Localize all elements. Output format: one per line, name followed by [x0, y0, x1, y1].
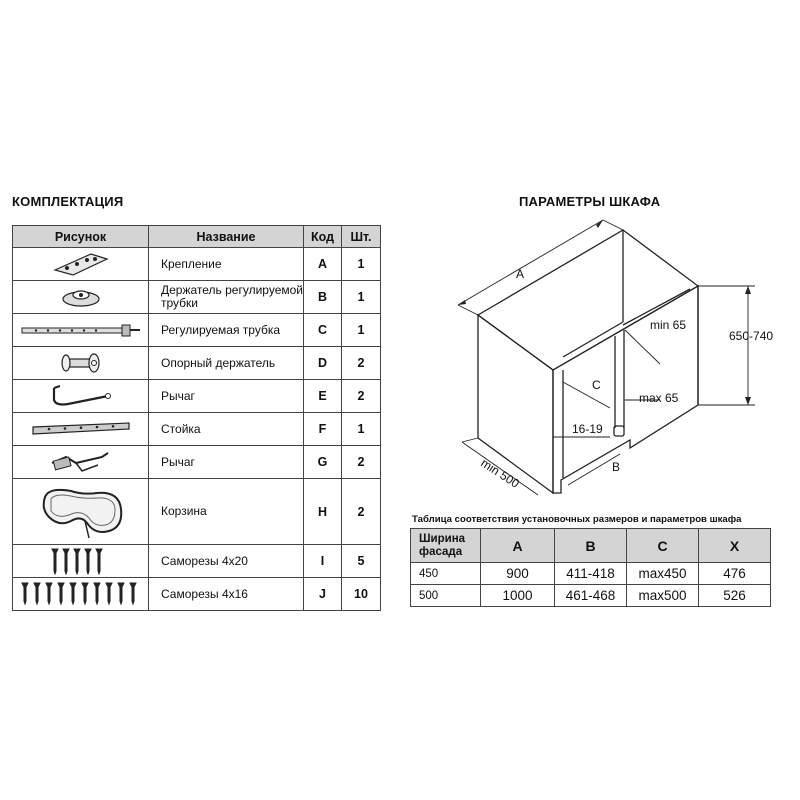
part-code: H: [304, 479, 342, 545]
support-holder-icon: [56, 350, 106, 376]
cell-b: 461-468: [555, 585, 627, 607]
size-table-header: [411, 529, 771, 563]
dim-height-label: 650-740: [729, 329, 774, 343]
cell-a: 1000: [481, 585, 555, 607]
part-qty: 5: [342, 545, 381, 578]
header-picture: Рисунок: [13, 226, 149, 248]
dim-max65-label: max 65: [639, 391, 679, 405]
size-table: [410, 528, 771, 607]
cell-b: 411-418: [555, 563, 627, 585]
part-name: Рычаг: [149, 380, 304, 413]
dim-b-label: B: [612, 460, 621, 474]
part-qty: 2: [342, 479, 381, 545]
part-name: Опорный держатель: [149, 347, 304, 380]
table-row: [13, 248, 381, 281]
dim-c-label: C: [592, 378, 601, 392]
mounting-plate-icon: [51, 250, 111, 278]
part-name: Саморезы 4х16: [149, 578, 304, 611]
screws-4x16-icon: [18, 581, 144, 607]
part-name: Крепление: [149, 248, 304, 281]
dim-gap-label: 16-19: [572, 422, 603, 436]
table-row: [13, 479, 381, 545]
part-qty: 2: [342, 380, 381, 413]
part-qty: 10: [342, 578, 381, 611]
header-c: C: [627, 529, 699, 563]
size-table-caption: Таблица соответствия установочных размеров и параметров шкафа: [412, 514, 742, 525]
cell-a: 900: [481, 563, 555, 585]
table-row: [13, 281, 381, 314]
part-name: Держатель регулируемой трубки: [149, 281, 304, 314]
part-code: D: [304, 347, 342, 380]
part-qty: 2: [342, 446, 381, 479]
part-code: C: [304, 314, 342, 347]
cell-facade-width: 450: [411, 563, 481, 585]
part-name: Корзина: [149, 479, 304, 545]
cabinet-section-title: ПАРАМЕТРЫ ШКАФА: [519, 194, 661, 209]
cabinet-diagram: [410, 205, 780, 505]
part-code: E: [304, 380, 342, 413]
part-code: F: [304, 413, 342, 446]
header-a: A: [481, 529, 555, 563]
part-qty: 2: [342, 347, 381, 380]
part-code: G: [304, 446, 342, 479]
table-row: [13, 446, 381, 479]
cell-x: 526: [699, 585, 771, 607]
lever-icon: [46, 382, 116, 410]
dim-min65-label: min 65: [650, 318, 687, 332]
table-row: [411, 563, 771, 585]
table-row: [411, 585, 771, 607]
cell-x: 476: [699, 563, 771, 585]
adjustable-tube-icon: [18, 320, 144, 340]
table-row: [13, 314, 381, 347]
part-code: B: [304, 281, 342, 314]
lever-g-icon: [46, 449, 116, 475]
rack-icon: [29, 419, 133, 439]
basket-icon: [35, 483, 127, 541]
header-name: Название: [149, 226, 304, 248]
table-row: [13, 347, 381, 380]
part-qty: 1: [342, 281, 381, 314]
header-x: X: [699, 529, 771, 563]
part-code: J: [304, 578, 342, 611]
kit-section-title: КОМПЛЕКТАЦИЯ: [12, 194, 124, 209]
dim-a-label: A: [516, 267, 525, 281]
parts-table-header: [13, 226, 381, 248]
part-name: Саморезы 4х20: [149, 545, 304, 578]
dim-depth-label: min 500: [478, 455, 522, 491]
table-row: [13, 578, 381, 611]
part-code: I: [304, 545, 342, 578]
part-qty: 1: [342, 413, 381, 446]
table-row: [13, 413, 381, 446]
tube-holder-icon: [56, 283, 106, 311]
parts-table: [12, 225, 381, 611]
cell-facade-width: 500: [411, 585, 481, 607]
part-name: Стойка: [149, 413, 304, 446]
part-qty: 1: [342, 314, 381, 347]
cell-c: max500: [627, 585, 699, 607]
screws-4x20-icon: [46, 547, 116, 575]
cell-c: max450: [627, 563, 699, 585]
part-code: A: [304, 248, 342, 281]
part-name: Регулируемая трубка: [149, 314, 304, 347]
part-name: Рычаг: [149, 446, 304, 479]
header-b: B: [555, 529, 627, 563]
header-code: Код: [304, 226, 342, 248]
header-qty: Шт.: [342, 226, 381, 248]
header-facade-width: Ширина фасада: [411, 529, 481, 563]
part-qty: 1: [342, 248, 381, 281]
table-row: [13, 545, 381, 578]
table-row: [13, 380, 381, 413]
